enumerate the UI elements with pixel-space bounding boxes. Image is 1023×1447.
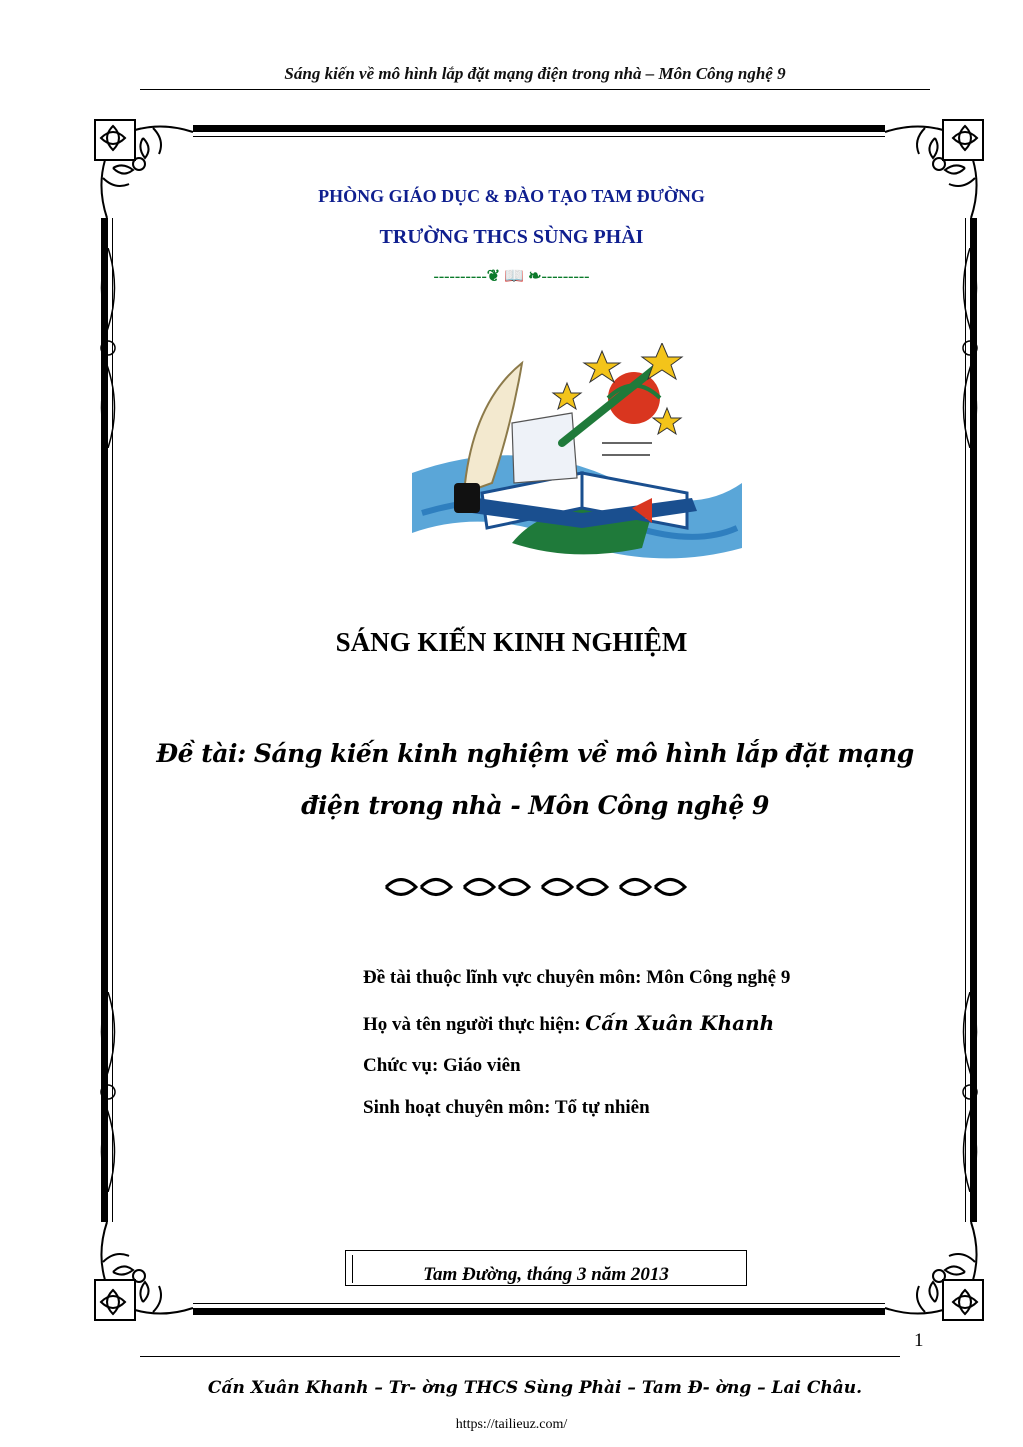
field-value: Môn Công nghệ 9 [646, 967, 791, 988]
frame-top-line [193, 136, 885, 137]
date-scroll-box [345, 1250, 747, 1286]
corner-ornament-icon [873, 1210, 985, 1322]
topic-heading [150, 728, 920, 832]
position-value: Giáo viên [443, 1055, 521, 1076]
floral-ornament-icon [381, 874, 696, 900]
header-rule [140, 89, 930, 90]
author-value: Cấn Xuân Khanh [585, 1011, 775, 1035]
corner-ornament-icon [93, 1210, 205, 1322]
position-label: Chức vụ: [363, 1055, 439, 1076]
separator-ornament: ----------❦ 📖 ❧--------- [433, 268, 590, 285]
page-number: 1 [914, 1330, 924, 1351]
side-ornament-icon [93, 992, 123, 1192]
frame-bottom-line [193, 1303, 885, 1304]
running-footer: Cấn Xuân Khanh – Tr- ờng THCS Sùng Phài – Tam Đ- ờng – Lai Châu. [207, 1378, 863, 1398]
topic-line-2: điện trong nhà - Môn Công nghệ 9 [301, 791, 769, 820]
school-name: TRƯỜNG THCS SÙNG PHÀI [379, 226, 644, 248]
topic-line-1: Đề tài: Sáng kiến kinh nghiệm về mô hình lắp đặt mạng [156, 739, 914, 768]
book-quill-illustration-icon [402, 343, 744, 565]
author-row [363, 1011, 963, 1036]
author-label: Họ và tên người thực hiện: [363, 1014, 581, 1035]
corner-ornament-icon [93, 118, 205, 230]
date-text: Tam Đường, tháng 3 năm 2013 [423, 1264, 669, 1285]
department-name: PHÒNG GIÁO DỤC & ĐÀO TẠO TAM ĐƯỜNG [318, 186, 705, 206]
frame-bottom-bar [193, 1308, 885, 1315]
group-label: Sinh hoạt chuyên môn: [363, 1097, 551, 1118]
group-value: Tổ tự nhiên [554, 1097, 650, 1118]
frame-top-bar [193, 125, 885, 132]
position-row [363, 1055, 963, 1077]
field-row [363, 967, 963, 989]
group-row [363, 1097, 963, 1119]
field-label: Đề tài thuộc lĩnh vực chuyên môn: [363, 967, 642, 988]
running-header: Sáng kiến về mô hình lắp đặt mạng điện trong nhà – Môn Công nghệ 9 [284, 64, 786, 83]
corner-ornament-icon [873, 118, 985, 230]
source-url: https://tailieuz.com/ [455, 1417, 568, 1432]
document-title: SÁNG KIẾN KINH NGHIỆM [335, 627, 688, 657]
footer-rule [140, 1356, 900, 1357]
decorative-frame [93, 118, 985, 1322]
